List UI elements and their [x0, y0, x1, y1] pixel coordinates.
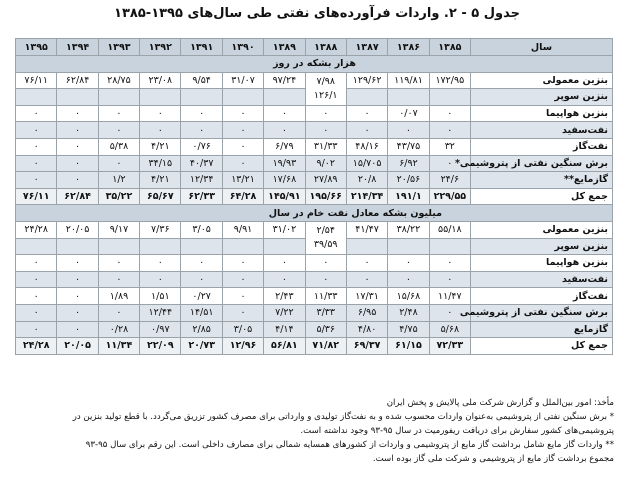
table-cell: ۵۵/۱۸ — [429, 221, 470, 238]
section-header — [16, 205, 613, 222]
table-cell: ۰ — [57, 271, 98, 288]
row-label: جمع کل — [471, 188, 613, 205]
table-cell: ۳/۰۵ — [181, 221, 222, 238]
table-cell — [429, 89, 470, 106]
table-cell: ۲۲/۰۹ — [140, 338, 181, 355]
table-cell: ۰ — [98, 105, 139, 122]
table-cell: ۰ — [222, 138, 263, 155]
table-cell — [222, 89, 263, 106]
table-cell: ۰ — [429, 304, 470, 321]
row-label: نفت‌گاز — [471, 138, 613, 155]
year-header: ۱۳۸۵ — [429, 39, 470, 56]
table-cell: ۰ — [181, 122, 222, 139]
table-cell: ۰ — [98, 255, 139, 272]
table-cell: ۲۰/۵۶ — [388, 172, 429, 189]
table-cell: ۰ — [346, 105, 387, 122]
table-cell-merged — [305, 221, 346, 254]
table-cell — [57, 238, 98, 255]
table-cell: ۶۴/۲۸ — [222, 188, 263, 205]
table-cell: ۰ — [346, 271, 387, 288]
table-cell — [16, 89, 57, 106]
table-row — [16, 172, 613, 189]
table-cell: ۴/۲۱ — [140, 172, 181, 189]
table-cell: ۰ — [429, 122, 470, 139]
cell-value: ۱۲۶/۱ — [313, 89, 338, 101]
table-cell: ۰ — [222, 304, 263, 321]
table-cell: ۰ — [264, 105, 305, 122]
table-cell: ۶۱/۱۵ — [388, 338, 429, 355]
table-cell: ۱/۵۱ — [140, 288, 181, 305]
table-cell — [181, 89, 222, 106]
row-label: نفت‌سفید — [471, 122, 613, 139]
table-cell: ۳۱/۰۷ — [222, 72, 263, 89]
table-cell: ۷۱/۸۲ — [305, 338, 346, 355]
table-cell: ۰ — [16, 138, 57, 155]
table-cell: ۱/۲ — [98, 172, 139, 189]
table-cell: ۹/۹۱ — [222, 221, 263, 238]
table-cell: ۱۵/۶۸ — [388, 288, 429, 305]
table-cell: ۰ — [16, 271, 57, 288]
table-cell: ۰/۰۷ — [388, 105, 429, 122]
table-cell: ۰ — [222, 122, 263, 139]
table-cell: ۲۰/۰۵ — [57, 221, 98, 238]
year-header: ۱۳۹۰ — [222, 39, 263, 56]
table-row — [16, 122, 613, 139]
imports-table — [15, 38, 613, 355]
table-cell: ۷۲/۳۳ — [429, 338, 470, 355]
table-cell: ۰ — [222, 155, 263, 172]
table-cell: ۰ — [429, 155, 470, 172]
table-cell: ۶/۹۵ — [346, 304, 387, 321]
table-cell: ۰/۲۷ — [181, 288, 222, 305]
year-header: ۱۳۸۷ — [346, 39, 387, 56]
table-cell: ۲/۴۳ — [264, 288, 305, 305]
table-cell: ۲۳/۰۸ — [140, 72, 181, 89]
table-cell: ۰ — [98, 271, 139, 288]
table-cell: ۰ — [140, 122, 181, 139]
footnotes — [18, 396, 614, 466]
table-cell: ۲۷/۸۹ — [305, 172, 346, 189]
table-cell: ۰ — [429, 105, 470, 122]
table-cell: ۳۱/۳۳ — [305, 138, 346, 155]
table-cell: ۳۱/۰۲ — [264, 221, 305, 238]
footnote: پتروشیمی‌های کشور سفارش برای دریافت ریفورمیت در سال ۹۵-۹۳ وجود نداشته است. — [300, 426, 614, 436]
table-cell: ۵/۳۶ — [305, 321, 346, 338]
table-cell: ۰/۹۷ — [140, 321, 181, 338]
table-cell: ۰ — [388, 255, 429, 272]
header-label: سال — [471, 39, 613, 56]
table-cell: ۰ — [222, 105, 263, 122]
table-cell — [346, 89, 387, 106]
table-title: جدول ۵ - ۲. واردات فرآورده‌های نفتی طی سال‌های ۱۳۹۵-۱۳۸۵ — [114, 6, 520, 21]
row-label: گازمایع** — [471, 172, 613, 189]
table-cell: ۱۴۵/۹۱ — [264, 188, 305, 205]
row-label: گازمایع — [471, 321, 613, 338]
table-cell: ۰ — [264, 255, 305, 272]
table-cell: ۰ — [388, 122, 429, 139]
table-cell: ۰ — [57, 105, 98, 122]
year-header: ۱۳۹۵ — [16, 39, 57, 56]
table-row — [16, 321, 613, 338]
table-cell: ۰/۷۶ — [181, 138, 222, 155]
table-cell: ۰ — [305, 271, 346, 288]
row-label: بنزین معمولی — [471, 221, 613, 238]
table-cell: ۰ — [181, 105, 222, 122]
table-row — [16, 105, 613, 122]
table-row — [16, 155, 613, 172]
table-cell: ۶۹/۳۷ — [346, 338, 387, 355]
table-cell: ۴۱/۴۷ — [346, 221, 387, 238]
footnote: * برش سنگین نفتی از پتروشیمی به‌عنوان واردات محسوب شده و به نفت‌گاز تولیدی و وارداتی برای مصرف کشور تزریق می‌گردد. با قطع تولید بنزین در — [72, 412, 614, 422]
table-cell: ۳/۳۳ — [305, 304, 346, 321]
table-cell: ۶۲/۸۴ — [57, 72, 98, 89]
table-cell: ۶/۷۹ — [264, 138, 305, 155]
year-header: ۱۳۸۸ — [305, 39, 346, 56]
table-cell — [16, 238, 57, 255]
row-label: بنزین معمولی — [471, 72, 613, 89]
row-label: بنزین سوپر — [471, 89, 613, 106]
cell-value: ۳۹/۵۹ — [313, 239, 338, 251]
table-cell: ۱۱/۳۳ — [305, 288, 346, 305]
table-cell: ۱۷/۶۸ — [264, 172, 305, 189]
table-cell: ۰ — [57, 304, 98, 321]
table-cell: ۵۶/۸۱ — [264, 338, 305, 355]
table-cell: ۰ — [222, 255, 263, 272]
table-cell: ۱۲/۹۶ — [222, 338, 263, 355]
table-cell: ۲/۴۸ — [388, 304, 429, 321]
cell-value: ۲/۵۴ — [316, 225, 335, 237]
table-cell: ۲/۸۵ — [181, 321, 222, 338]
footnote: مجموع برداشت گاز مایع از پتروشیمی و شرکت ملی گاز بوده است. — [372, 454, 614, 464]
table-cell — [140, 89, 181, 106]
table-cell: ۱۱۹/۸۱ — [388, 72, 429, 89]
table-cell: ۳۲ — [429, 138, 470, 155]
table-cell: ۶۲/۸۴ — [57, 188, 98, 205]
table-cell — [388, 238, 429, 255]
table-cell: ۴۰/۳۷ — [181, 155, 222, 172]
table-cell: ۰ — [140, 105, 181, 122]
table-cell — [222, 238, 263, 255]
table-cell: ۱/۸۹ — [98, 288, 139, 305]
year-header: ۱۳۹۴ — [57, 39, 98, 56]
year-header: ۱۳۹۱ — [181, 39, 222, 56]
table-cell: ۷۶/۱۱ — [16, 188, 57, 205]
year-header: ۱۳۹۲ — [140, 39, 181, 56]
table-cell — [98, 89, 139, 106]
table-cell: ۲۰/۰۵ — [57, 338, 98, 355]
table-cell: ۵/۳۸ — [98, 138, 139, 155]
table-cell — [140, 238, 181, 255]
table-cell: ۰ — [16, 172, 57, 189]
table-row — [16, 288, 613, 305]
row-label: بنزین هواپیما — [471, 105, 613, 122]
section-header — [16, 56, 613, 73]
table-cell: ۱۵/۷۰۵ — [346, 155, 387, 172]
table-cell — [388, 89, 429, 106]
table-cell: ۱۳/۲۱ — [222, 172, 263, 189]
table-cell — [181, 238, 222, 255]
table-cell: ۲۲۹/۵۵ — [429, 188, 470, 205]
table-cell: ۰ — [57, 288, 98, 305]
table-cell: ۰ — [57, 321, 98, 338]
row-label: بنزین سوپر — [471, 238, 613, 255]
table-cell: ۳۴/۱۵ — [140, 155, 181, 172]
table-cell: ۷/۲۲ — [264, 304, 305, 321]
table-cell: ۰ — [16, 105, 57, 122]
table-cell: ۹/۵۴ — [181, 72, 222, 89]
table-cell: ۰ — [305, 255, 346, 272]
table-cell: ۳۵/۲۲ — [98, 188, 139, 205]
table-cell: ۰ — [264, 122, 305, 139]
table-cell-merged — [305, 72, 346, 105]
table-cell: ۱۷۲/۹۵ — [429, 72, 470, 89]
table-row — [16, 271, 613, 288]
table-row — [16, 188, 613, 205]
row-label: نفت‌سفید — [471, 271, 613, 288]
table-cell: ۰ — [16, 122, 57, 139]
table-row — [16, 72, 613, 89]
table-cell: ۰ — [98, 304, 139, 321]
year-header: ۱۳۹۳ — [98, 39, 139, 56]
table-cell: ۰ — [388, 271, 429, 288]
table-cell: ۱۹/۹۳ — [264, 155, 305, 172]
table-cell: ۴/۸۰ — [346, 321, 387, 338]
table-body — [16, 56, 613, 355]
table-cell: ۰ — [98, 155, 139, 172]
table-cell: ۲۱۴/۳۴ — [346, 188, 387, 205]
row-label: نفت‌گاز — [471, 288, 613, 305]
table-cell: ۰ — [57, 138, 98, 155]
table-cell: ۰ — [140, 255, 181, 272]
row-label: جمع کل — [471, 338, 613, 355]
table-cell — [429, 238, 470, 255]
table-cell: ۴۸/۱۶ — [346, 138, 387, 155]
table-cell: ۲۴/۲۸ — [16, 338, 57, 355]
table-cell: ۹/۱۷ — [98, 221, 139, 238]
table-cell: ۱۷/۳۱ — [346, 288, 387, 305]
table-cell: ۰ — [140, 271, 181, 288]
table-row — [16, 304, 613, 321]
table-cell: ۰ — [16, 288, 57, 305]
table-cell: ۱۴/۵۱ — [181, 304, 222, 321]
table-cell: ۰ — [16, 321, 57, 338]
table-cell: ۲۰/۸ — [346, 172, 387, 189]
table-cell: ۱۲/۴۴ — [140, 304, 181, 321]
table-cell: ۰ — [264, 271, 305, 288]
footnote: ** واردات گاز مایع شامل برداشت گاز مایع از پتروشیمی و واردات از کشورهای همسایه شمالی برای مصارف داخلی است. این رقم برای سال ۹۵-۹۳ — [85, 440, 614, 450]
table-cell: ۱۱/۴۷ — [429, 288, 470, 305]
year-header: ۱۳۸۹ — [264, 39, 305, 56]
table-cell: ۱۲۹/۶۲ — [346, 72, 387, 89]
table-cell: ۶۲/۳۳ — [181, 188, 222, 205]
table-cell: ۴/۲۱ — [140, 138, 181, 155]
header-row — [16, 39, 613, 56]
table-row — [16, 138, 613, 155]
section-title: هزار بشکه در روز — [16, 56, 613, 73]
table-cell: ۱۱/۳۴ — [98, 338, 139, 355]
table-cell: ۰ — [57, 155, 98, 172]
table-cell: ۳/۰۵ — [222, 321, 263, 338]
table-cell: ۴۳/۷۵ — [388, 138, 429, 155]
table-cell: ۲۰/۷۳ — [181, 338, 222, 355]
table-cell: ۰ — [16, 155, 57, 172]
row-label: بنزین هواپیما — [471, 255, 613, 272]
table-cell: ۹۷/۲۴ — [264, 72, 305, 89]
row-label: برش سنگین نفتی از پتروشیمی* — [471, 155, 613, 172]
table-cell: ۷/۳۶ — [140, 221, 181, 238]
table-cell: ۰ — [346, 122, 387, 139]
table-cell: ۶۵/۶۷ — [140, 188, 181, 205]
table-cell: ۱۹۱/۱ — [388, 188, 429, 205]
table-cell — [264, 238, 305, 255]
table-cell: ۶/۹۲ — [388, 155, 429, 172]
table-cell: ۰ — [16, 255, 57, 272]
table-cell: ۰ — [429, 255, 470, 272]
table-cell: ۰/۲۸ — [98, 321, 139, 338]
table-cell: ۰ — [222, 288, 263, 305]
cell-value: ۷/۹۸ — [316, 75, 335, 87]
table-cell — [346, 238, 387, 255]
row-label: برش سنگین نفتی از پتروشیمی — [471, 304, 613, 321]
table-cell — [264, 89, 305, 106]
table-cell: ۰ — [98, 122, 139, 139]
table-cell: ۰ — [429, 271, 470, 288]
table-cell: ۷۶/۱۱ — [16, 72, 57, 89]
table-cell: ۰ — [16, 304, 57, 321]
section-title: میلیون بشکه معادل نفت خام در سال — [16, 205, 613, 222]
table-cell — [98, 238, 139, 255]
table-cell: ۴/۱۴ — [264, 321, 305, 338]
table-cell: ۴/۷۵ — [388, 321, 429, 338]
table-row — [16, 255, 613, 272]
table-cell: ۰ — [181, 255, 222, 272]
table-cell: ۱۲/۳۴ — [181, 172, 222, 189]
table-row — [16, 221, 613, 238]
table-cell: ۰ — [222, 271, 263, 288]
table-cell: ۵/۶۸ — [429, 321, 470, 338]
table-cell: ۹/۰۲ — [305, 155, 346, 172]
table-cell: ۲۸/۷۵ — [98, 72, 139, 89]
table-cell: ۰ — [57, 172, 98, 189]
table-cell: ۲۴/۶ — [429, 172, 470, 189]
table-cell: ۰ — [346, 255, 387, 272]
table-cell: ۰ — [181, 271, 222, 288]
year-header: ۱۳۸۶ — [388, 39, 429, 56]
table-cell: ۳۸/۲۲ — [388, 221, 429, 238]
table-cell: ۱۹۵/۶۶ — [305, 188, 346, 205]
source-note: مأخذ: امور بین‌الملل و گزارش شرکت ملی پالایش و پخش ایران — [386, 398, 614, 408]
table-cell: ۰ — [305, 105, 346, 122]
table-row — [16, 338, 613, 355]
table-cell: ۲۴/۲۸ — [16, 221, 57, 238]
table-cell: ۰ — [57, 122, 98, 139]
table-cell: ۰ — [305, 122, 346, 139]
table-cell — [57, 89, 98, 106]
table-cell: ۰ — [57, 255, 98, 272]
